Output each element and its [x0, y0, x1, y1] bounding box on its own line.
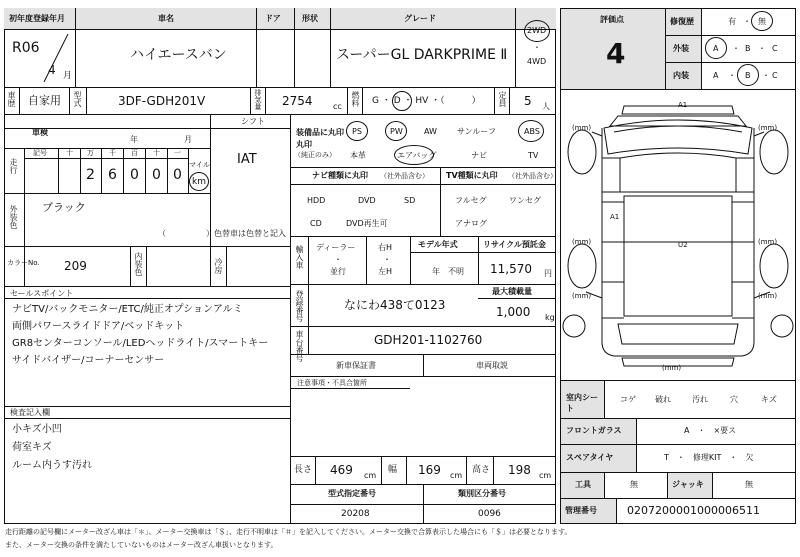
repair-label: 修復歴 [670, 17, 694, 26]
equip-aw: AW [424, 127, 437, 136]
int-a: A [713, 71, 719, 80]
ext-c: C [772, 44, 778, 53]
sales-point-line: サイドバイザー/コーナーセンサー [12, 355, 165, 366]
seat-label: 室内シート [566, 393, 598, 413]
chassis: GDH201-1102760 [374, 333, 483, 347]
spare-label: スペアタイヤ [566, 453, 614, 462]
int-dot: ・ [728, 71, 736, 80]
mileage-col-label: 十 [66, 149, 73, 157]
drive-4wd: 4WD [527, 57, 547, 66]
inspector-line: 小キズ小凹 [12, 424, 62, 435]
sales-point-line: GR8センターコンソール/LEDヘッドライト/スマートキー [12, 338, 269, 349]
color-no: 209 [64, 259, 87, 273]
width-label: 幅 [388, 465, 398, 475]
import-dealer: ディーラー [316, 243, 356, 252]
reg-year: R06 [12, 40, 40, 56]
tv-oneseg: ワンセグ [509, 196, 541, 205]
shift-label: シフト [241, 117, 265, 126]
ext-a-circle [705, 37, 727, 59]
category: 自家用 [28, 94, 61, 107]
fuel-d-circle [392, 91, 412, 111]
car-diagram [562, 92, 794, 378]
int-b-circle [737, 64, 759, 86]
km-unit: km [192, 177, 206, 187]
capacity-label: 定員 [498, 91, 507, 107]
equip-ps-circle [346, 121, 368, 141]
model: 3DF-GDH201V [118, 94, 206, 108]
capacity: 5 [524, 94, 532, 108]
equip-navi: ナビ [471, 151, 487, 160]
svg-text:(mm): (mm) [572, 238, 592, 246]
length-label: 長さ [294, 465, 313, 475]
tool: 無 [630, 480, 638, 489]
shaken-label: 車検 [32, 128, 48, 137]
navi-sd: SD [404, 196, 416, 205]
max-load: 1,000 [496, 305, 531, 319]
footer-note-2: また、メーター交換の条件を満たしていないものはメーター改ざん車扱いとなります。 [5, 541, 278, 549]
diagram-label-u2: U2 [678, 241, 688, 249]
kg-unit: kg [545, 313, 555, 322]
equip-pw: PW [390, 127, 403, 136]
sales-points-label: セールスポイント [10, 289, 74, 298]
notes-label: 注意事項・不具合箇所 [297, 379, 367, 387]
sales-point-line: ナビTV/バックモニター/ETC/純正オプションアルミ [12, 304, 243, 315]
repair-no: 無 [758, 17, 766, 26]
tv-type-label: TV種類に丸印 [446, 171, 498, 180]
color-note: （ ）色替車は色替と記入 [158, 229, 286, 238]
mileage-col-label: 千 [109, 149, 116, 157]
class-no: 0096 [478, 509, 501, 519]
month-unit: 月 [63, 71, 73, 81]
navi-hdd: HDD [307, 196, 326, 205]
inspector-line: 荷室キズ [12, 442, 52, 453]
car-name-label: 車名 [158, 14, 174, 23]
equip-abs: ABS [524, 127, 540, 136]
diagram-label-a1-top: A1 [678, 101, 688, 109]
type-no: 20208 [341, 509, 370, 519]
grade: スーパーGL DARKPRIME Ⅱ [336, 47, 508, 63]
equipment-sub: （純正のみ） [294, 151, 336, 159]
type-no-label: 型式指定番号 [328, 489, 376, 498]
mileage-digit: 6 [108, 167, 117, 183]
length: 469 [330, 463, 353, 477]
equip-airbag-circle [394, 145, 437, 165]
shape-label: 形状 [302, 14, 318, 23]
equip-abs-circle [518, 120, 544, 142]
car-name: ハイエースバン [130, 47, 227, 63]
jack: 無 [745, 480, 753, 489]
score-label: 評価点 [600, 15, 624, 24]
exterior-label: 外装 [673, 44, 689, 53]
import-parallel: 並行 [330, 267, 346, 276]
navi-cd: CD [310, 219, 322, 228]
sales-point-line: 両側パワースライドドア/ベッドキット [12, 321, 185, 332]
shaken-month: 月 [184, 135, 192, 144]
model-year-label: モデル年式 [418, 240, 458, 249]
ext-dot-2: ・ [758, 44, 766, 53]
tv-type-sub: （社外品含む） [508, 172, 557, 180]
equip-sunroof: サンルーフ [457, 127, 496, 136]
model-year: 年 不明 [432, 267, 464, 276]
class-no-label: 類別区分番号 [458, 489, 506, 498]
ext-b: B [745, 44, 751, 53]
mileage-col-label: 万 [87, 149, 94, 157]
mileage-digit: 0 [173, 167, 182, 183]
height-label: 高さ [472, 465, 491, 475]
mgmt-label: 管理番号 [565, 506, 597, 515]
diagram-label-a1-side: A1 [610, 213, 620, 221]
max-load-label: 最大積載量 [492, 287, 532, 296]
fuel-options: G ・ D ・ HV ・（ ） [372, 96, 481, 106]
mgmt: 0207200001000006511 [627, 504, 760, 517]
drive-dot: ・ [533, 43, 541, 52]
manual: 車両取説 [476, 361, 508, 370]
exterior-color-label: 外装色 [9, 205, 18, 229]
first-reg-label: 初年度登録年月 [9, 14, 65, 23]
ext-dot: ・ [732, 44, 740, 53]
seat-item: 穴 [730, 395, 738, 404]
repair-no-circle [751, 11, 773, 31]
reg-month: 4 [48, 63, 56, 77]
height: 198 [508, 463, 531, 477]
spare: T ・ 修理KIT ・ 欠 [664, 453, 754, 462]
shaken-year: 年 [130, 135, 138, 144]
tv-analog: アナログ [455, 219, 487, 228]
mileage-col-label: 一 [174, 149, 181, 157]
model-label: 型式 [73, 91, 82, 107]
height-cm: cm [539, 471, 552, 480]
recycle: 11,570 [490, 262, 532, 276]
navi-dvd-play: DVD再生可 [346, 219, 388, 228]
svg-text:(mm): (mm) [572, 124, 592, 132]
mileage-digit: 0 [152, 167, 161, 183]
tool-label: 工具 [575, 480, 591, 489]
cc-unit: cc [333, 102, 342, 111]
mile-unit: マイル [189, 161, 210, 169]
equip-pw-circle [385, 121, 407, 141]
color-no-label: カラーNo. [7, 259, 40, 267]
equip-leather: 本革 [350, 151, 366, 160]
navi-type-sub: （社外品含む） [380, 172, 429, 180]
score: 4 [606, 37, 626, 70]
door-label: ドア [265, 14, 281, 23]
ext-a: A [713, 44, 719, 53]
footer-note-1: 走行距離の記号欄にメーター改ざん車は「＊」、メーター交換車は「＄」、走行不明車は「＃」を記入してください。メーター交換で合算表示した場合にも「＄」は必要となります。 [5, 528, 572, 536]
equipment-label: 装備品に丸印 [296, 128, 344, 137]
inspector-line: ルーム内うす汚れ [12, 460, 92, 471]
import-dot: ・ [334, 255, 342, 264]
repair-dot: ・ [743, 17, 751, 26]
exterior-color: ブラック [42, 201, 86, 214]
registration-label: 登録番号 [295, 290, 304, 322]
cold-label: 冷房 [214, 258, 223, 274]
interior-color-label: 内装色 [134, 252, 143, 276]
interior-label: 内装 [673, 71, 689, 80]
recycle-label: リサイクル預託金 [483, 240, 546, 249]
repair-yes: 有 [728, 17, 736, 26]
import-dot-2: ・ [383, 255, 391, 264]
seat-item: キズ [761, 395, 777, 404]
navi-dvd: DVD [358, 196, 376, 205]
import-left: 左H [378, 267, 393, 276]
int-c: C [772, 71, 778, 80]
import-right: 右H [378, 243, 393, 252]
displacement-label: 排気量 [254, 89, 262, 110]
glass: A ・ ×要ス [684, 426, 737, 435]
registration: なにわ438て0123 [344, 298, 446, 312]
int-dot-2: ・ [762, 71, 770, 80]
tv-fullseg: フルセグ [455, 196, 487, 205]
yen-unit: 円 [544, 269, 552, 278]
new-warranty: 新車保証書 [336, 361, 376, 370]
seat-item: コゲ [620, 395, 636, 404]
equip-ps: PS [352, 127, 362, 136]
import-label: 輸入車 [295, 245, 304, 269]
drive-2wd: 2WD [527, 26, 547, 35]
int-b: B [745, 71, 751, 80]
equipment-label-2: 丸印 [296, 140, 312, 149]
seat-item: 破れ [655, 395, 671, 404]
equip-airbag: エアバッグ [397, 151, 437, 160]
chassis-label: 車台番号 [295, 330, 304, 362]
svg-text:(mm): (mm) [758, 238, 778, 246]
fuel-label: 燃料 [351, 91, 360, 107]
width: 169 [418, 463, 441, 477]
mileage-label: 走行 [9, 158, 18, 174]
width-cm: cm [450, 471, 463, 480]
grade-label: グレード [404, 14, 436, 23]
category-label: 車歴 [7, 91, 16, 107]
svg-text:(mm): (mm) [758, 292, 778, 300]
seat-item: 汚れ [692, 395, 708, 404]
mileage-col-label: 百 [131, 149, 138, 157]
inspector-label: 検査記入欄 [10, 408, 50, 417]
mileage-col-label: 記号 [33, 149, 47, 157]
shift: IAT [237, 152, 257, 167]
displacement: 2754 [282, 94, 313, 108]
svg-text:(mm): (mm) [662, 364, 682, 372]
mileage-digit: 0 [130, 167, 139, 183]
person-unit: 人 [542, 102, 550, 111]
equip-tv: TV [528, 151, 539, 160]
length-cm: cm [364, 471, 377, 480]
mileage-col-label: 十 [153, 149, 160, 157]
glass-label: フロントガラス [566, 426, 622, 435]
mileage-digit: 2 [86, 167, 95, 183]
svg-text:(mm): (mm) [572, 292, 592, 300]
navi-type-label: ナビ種類に丸印 [312, 171, 368, 180]
jack-label: ジャッキ [672, 480, 704, 489]
svg-text:(mm): (mm) [758, 124, 778, 132]
